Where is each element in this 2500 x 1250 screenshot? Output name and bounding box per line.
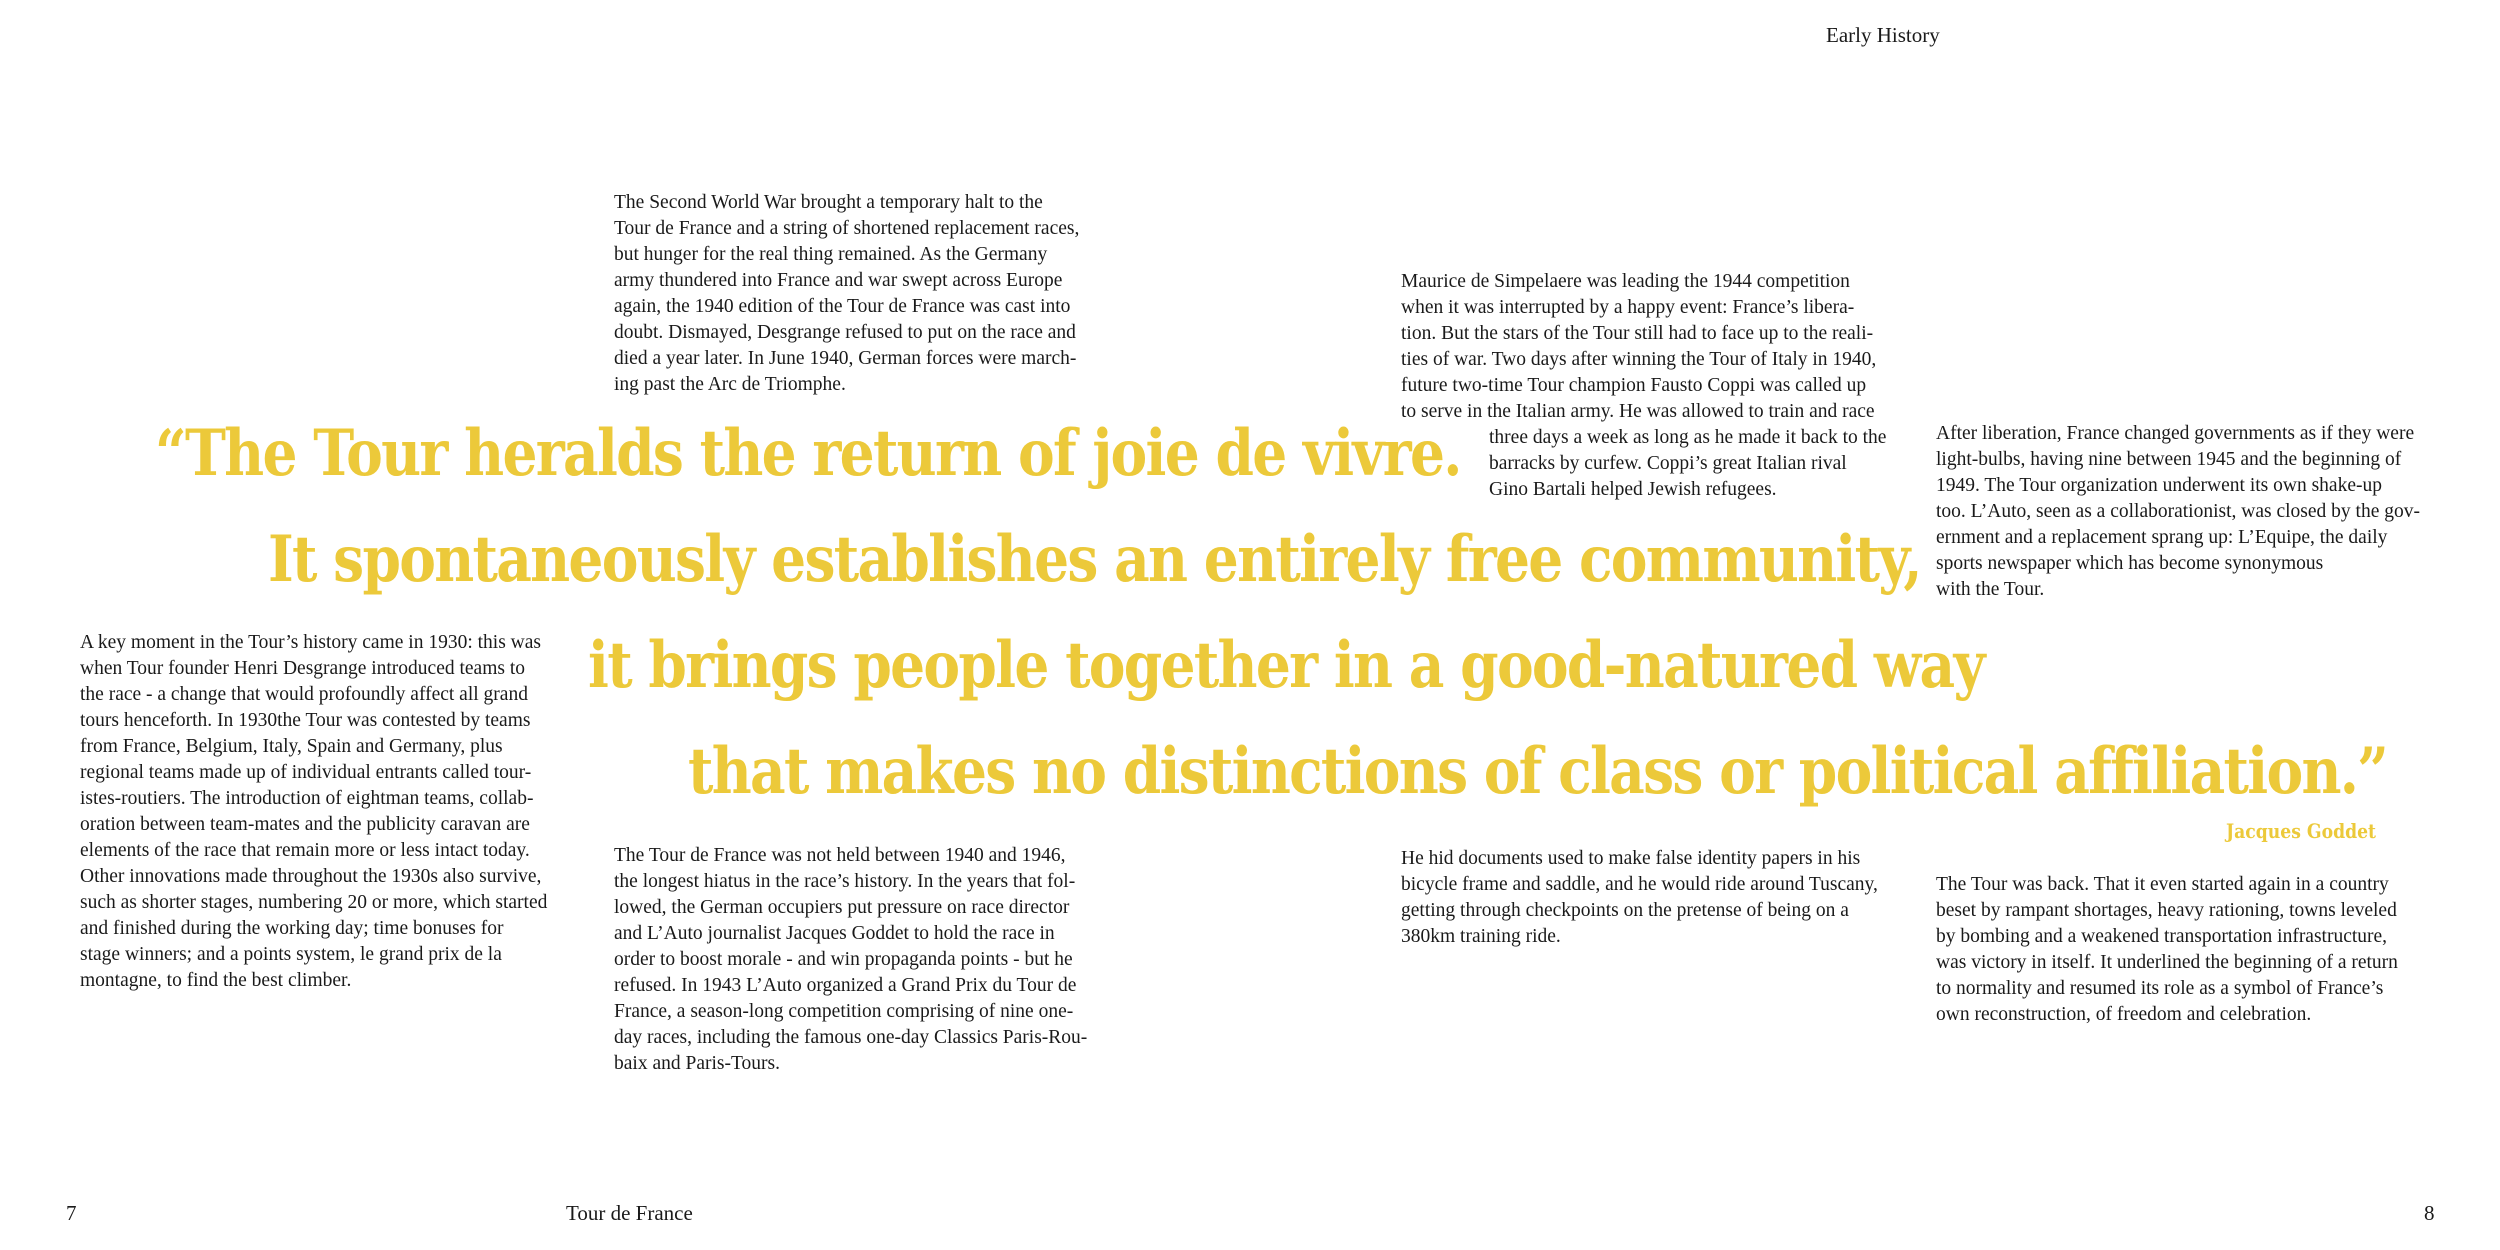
text-line: beset by rampant shortages, heavy rationing, towns leveled	[1936, 900, 2397, 921]
text-line: with the Tour.	[1936, 579, 2045, 600]
text-line: the longest hiatus in the race’s history. In the years that fol-	[614, 871, 1076, 892]
text-line: A key moment in the Tour’s history came in 1930: this was	[80, 632, 541, 653]
text-line: barracks by curfew. Coppi’s great Italian rival	[1489, 453, 1847, 474]
column-4-top-paragraph	[1936, 421, 2430, 603]
text-line: Gino Bartali helped Jewish refugees.	[1489, 479, 1777, 500]
column-1-paragraph	[80, 630, 567, 994]
publication-title: Tour de France	[566, 1201, 693, 1225]
text-line: Maurice de Simpelaere was leading the 1944 competition	[1401, 271, 1850, 292]
text-line: doubt. Dismayed, Desgrange refused to put on the race and	[614, 322, 1076, 343]
text-line: to normality and resumed its role as a symbol of France’s	[1936, 978, 2384, 999]
pull-quote-line-4: that makes no distinctions of class or political affiliation.”	[688, 734, 2388, 809]
text-line: stage winners; and a points system, le grand prix de la	[80, 944, 502, 965]
text-line: montagne, to find the best climber.	[80, 970, 352, 991]
pull-quote-line-3: it brings people together in a good-natured way	[588, 628, 1984, 703]
text-line: such as shorter stages, numbering 20 or more, which started	[80, 892, 548, 913]
text-line: and finished during the working day; time bonuses for	[80, 918, 504, 939]
left-page-number: 7	[66, 1201, 77, 1225]
text-line: Other innovations made throughout the 1930s also survive,	[80, 866, 542, 887]
text-line: lowed, the German occupiers put pressure on race director	[614, 897, 1070, 918]
text-line: sports newspaper which has become synonymous	[1936, 553, 2324, 574]
text-line: bicycle frame and saddle, and he would ride around Tuscany,	[1401, 874, 1878, 895]
column-3-top-paragraph-continued	[1489, 425, 1891, 503]
text-line: baix and Paris-Tours.	[614, 1053, 780, 1074]
column-4-bottom-paragraph	[1936, 872, 2430, 1028]
text-line: own reconstruction, of freedom and celebration.	[1936, 1004, 2312, 1025]
pull-quote-line-2: It spontaneously establishes an entirely free community,	[268, 522, 1921, 597]
text-line: The Tour was back. That it even started again in a country	[1936, 874, 2389, 895]
text-line: 1949. The Tour organization underwent its own shake-up	[1936, 475, 2382, 496]
section-title: Early History	[1826, 23, 1940, 47]
text-line: ties of war. Two days after winning the Tour of Italy in 1940,	[1401, 349, 1877, 370]
text-line: istes-routiers. The introduction of eightman teams, collab-	[80, 788, 534, 809]
text-line: ernment and a replacement sprang up: L’Equipe, the daily	[1936, 527, 2388, 548]
pull-quote-line-1: “The Tour heralds the return of joie de vivre.	[155, 416, 1461, 491]
right-page-number: 8	[2424, 1201, 2435, 1225]
text-line: day races, including the famous one-day Classics Paris-Rou-	[614, 1027, 1088, 1048]
text-line: died a year later. In June 1940, German forces were march-	[614, 348, 1077, 369]
text-line: Tour de France and a string of shortened replacement races,	[614, 218, 1080, 239]
text-line: France, a season-long competition comprising of nine one-	[614, 1001, 1074, 1022]
text-line: He hid documents used to make false identity papers in his	[1401, 848, 1861, 869]
text-line: tours henceforth. In 1930the Tour was contested by teams	[80, 710, 531, 731]
text-line: getting through checkpoints on the pretense of being on a	[1401, 900, 1849, 921]
text-line: three days a week as long as he made it back to the	[1489, 427, 1887, 448]
text-line: refused. In 1943 L’Auto organized a Grand Prix du Tour de	[614, 975, 1077, 996]
text-line: tion. But the stars of the Tour still had to face up to the reali-	[1401, 323, 1874, 344]
text-line: but hunger for the real thing remained. As the Germany	[614, 244, 1048, 265]
text-line: order to boost morale - and win propaganda points - but he	[614, 949, 1073, 970]
text-line: After liberation, France changed governments as if they were	[1936, 423, 2415, 444]
text-line: The Second World War brought a temporary halt to the	[614, 192, 1043, 213]
text-line: from France, Belgium, Italy, Spain and Germany, plus	[80, 736, 503, 757]
text-line: was victory in itself. It underlined the beginning of a return	[1936, 952, 2398, 973]
text-line: when Tour founder Henri Desgrange introduced teams to	[80, 658, 526, 679]
text-line: again, the 1940 edition of the Tour de France was cast into	[614, 296, 1071, 317]
text-line: to serve in the Italian army. He was allowed to train and race	[1401, 401, 1875, 422]
pull-quote-author: Jacques Goddet	[2226, 819, 2377, 843]
text-line: and L’Auto journalist Jacques Goddet to hold the race in	[614, 923, 1055, 944]
text-line: elements of the race that remain more or less intact today.	[80, 840, 530, 861]
text-line: regional teams made up of individual entrants called tour-	[80, 762, 532, 783]
text-line: when it was interrupted by a happy event: France’s libera-	[1401, 297, 1855, 318]
column-2-bottom-paragraph	[614, 843, 1101, 1077]
text-line: by bombing and a weakened transportation infrastructure,	[1936, 926, 2388, 947]
text-line: oration between team-mates and the publicity caravan are	[80, 814, 530, 835]
text-line: The Tour de France was not held between 1940 and 1946,	[614, 845, 1066, 866]
text-line: the race - a change that would profoundly affect all grand	[80, 684, 528, 705]
text-line: too. L’Auto, seen as a collaborationist, was closed by the gov-	[1936, 501, 2420, 522]
column-2-top-paragraph	[614, 190, 1101, 398]
text-line: army thundered into France and war swept across Europe	[614, 270, 1063, 291]
text-line: ing past the Arc de Triomphe.	[614, 374, 846, 395]
text-line: light-bulbs, having nine between 1945 and the beginning of	[1936, 449, 2402, 470]
text-line: future two-time Tour champion Fausto Coppi was called up	[1401, 375, 1867, 396]
text-line: 380km training ride.	[1401, 926, 1561, 947]
column-3-top-paragraph	[1401, 269, 1891, 425]
column-3-bottom-paragraph	[1401, 846, 1891, 950]
